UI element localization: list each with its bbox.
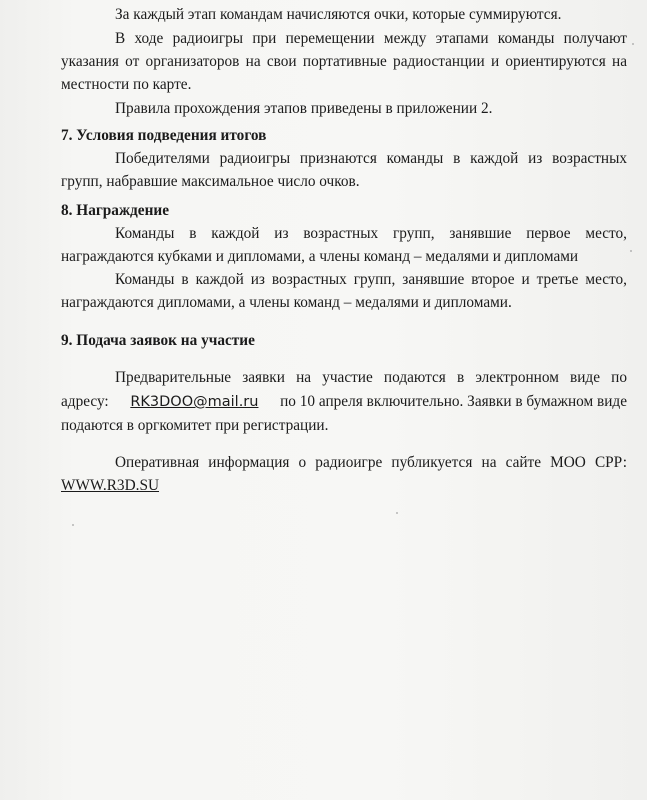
section-8-line1: Команды в каждой из возрастных групп, занявшие первое место, (115, 225, 627, 242)
email-link[interactable]: RK3DOO@mail.ru (130, 394, 259, 410)
scan-speck (632, 43, 634, 45)
scan-speck (630, 250, 632, 252)
section-7-line1: Победителями радиоигры признаются команды в каждой из возрастных (115, 150, 627, 167)
paragraph-movement-line2: указания от организаторов на свои портативные радиостанции и ориентируются на (61, 53, 627, 70)
paragraph-rules: Правила прохождения этапов приведены в приложении 2. (115, 100, 493, 117)
section-7-title: 7. Условия подведения итогов (61, 127, 267, 144)
section-7-line2: групп, набравшие максимальное число очков. (61, 173, 360, 190)
section-9-line3: подаются в оргкомитет при регистрации. (61, 417, 329, 434)
section-9-line2 (61, 393, 627, 411)
paragraph-movement-line1: В ходе радиоигры при перемещении между этапами команды получают (115, 30, 627, 47)
scan-speck (72, 524, 74, 526)
section-8-line2: награждаются кубками и дипломами, а члены команд – медалями и дипломами (61, 248, 579, 265)
section-8-title: 8. Награждение (61, 202, 169, 219)
section-8-line3: Команды в каждой из возрастных групп, занявшие второе и третье место, (115, 271, 627, 288)
website-link[interactable]: WWW.R3D.SU (61, 477, 160, 494)
scan-speck (396, 512, 398, 514)
section-9-line4: Оперативная информация о радиоигре публикуется на сайте МОО СРР: (115, 454, 627, 471)
deadline-text: по 10 апреля включительно. Заявки в бумажном виде (280, 393, 627, 410)
section-9-line1: Предварительные заявки на участие подаются в электронном виде по (115, 369, 627, 386)
paragraph-movement-line3: местности по карте. (61, 76, 192, 93)
paragraph-points: За каждый этап командам начисляются очки, которые суммируются. (115, 6, 562, 23)
address-label: адресу: (61, 393, 109, 410)
section-8-line4: награждаются дипломами, а члены команд – медалями и дипломами. (61, 294, 512, 311)
section-9-title: 9. Подача заявок на участие (61, 332, 255, 349)
